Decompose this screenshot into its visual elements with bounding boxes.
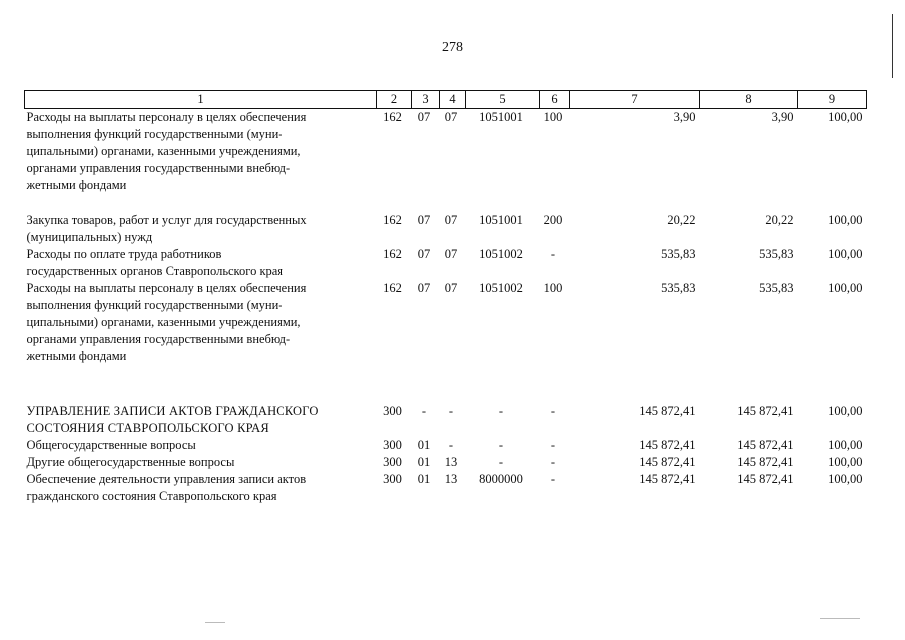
- cell-executed: 20,22: [765, 213, 794, 227]
- cell-planned: 145 872,41: [639, 404, 696, 418]
- cell-section: 07: [417, 281, 431, 295]
- row-description: [25, 437, 377, 454]
- description-line: ципальными) органами, казенными учреждениями,: [26, 144, 301, 158]
- table-row: [25, 109, 867, 195]
- cell-percent: 100,00: [828, 404, 863, 418]
- budget-table: [24, 90, 867, 505]
- description-line: Обеспечение деятельности управления записи актов: [26, 472, 307, 486]
- row-spacer: [25, 194, 867, 212]
- cell-section: 01: [417, 472, 431, 486]
- cell-executed: 535,83: [759, 247, 794, 261]
- description-line: государственных органов Ставропольского края: [26, 264, 284, 278]
- table-header: [25, 91, 867, 109]
- cell-percent: 100,00: [828, 438, 863, 452]
- cell-target-article: 1051001: [479, 213, 523, 227]
- description-line: Общегосударственные вопросы: [26, 438, 196, 452]
- scan-speck: [820, 618, 860, 619]
- row-description: [25, 280, 377, 365]
- cell-planned: 145 872,41: [639, 455, 696, 469]
- cell-expense-type: -: [550, 455, 556, 469]
- table-row: [25, 437, 867, 454]
- cell-ministry-code: 162: [383, 247, 402, 261]
- description-line: СОСТОЯНИЯ СТАВРОПОЛЬСКОГО КРАЯ: [26, 421, 269, 435]
- description-line: УПРАВЛЕНИЕ ЗАПИСИ АКТОВ ГРАЖДАНСКОГО: [26, 404, 319, 418]
- cell-subsection: 07: [444, 110, 458, 124]
- table-row: [25, 471, 867, 505]
- cell-percent: 100,00: [828, 455, 863, 469]
- col-header-8: 8: [700, 91, 798, 109]
- description-line: Другие общегосударственные вопросы: [26, 455, 235, 469]
- cell-section: -: [421, 404, 427, 418]
- row-description: [25, 454, 377, 471]
- cell-ministry-code: 162: [383, 110, 402, 124]
- cell-ministry-code: 300: [383, 438, 402, 452]
- cell-ministry-code: 300: [383, 455, 402, 469]
- description-line: Расходы на выплаты персоналу в целях обеспечения: [26, 110, 307, 124]
- cell-planned: 535,83: [661, 281, 696, 295]
- cell-executed: 3,90: [771, 110, 794, 124]
- cell-percent: 100,00: [828, 247, 863, 261]
- cell-executed: 145 872,41: [737, 404, 794, 418]
- cell-executed: 145 872,41: [737, 438, 794, 452]
- cell-expense-type: -: [550, 472, 556, 486]
- cell-subsection: 07: [444, 213, 458, 227]
- description-line: выполнения функций государственными (муни-: [26, 298, 283, 312]
- cell-percent: 100,00: [828, 110, 863, 124]
- cell-expense-type: -: [550, 404, 556, 418]
- col-header-1: 1: [25, 91, 377, 109]
- cell-percent: 100,00: [828, 472, 863, 486]
- row-description: [25, 212, 377, 246]
- description-line: ципальными) органами, казенными учреждениями,: [26, 315, 301, 329]
- cell-expense-type: 100: [543, 281, 563, 295]
- row-description: [25, 403, 377, 437]
- table-row: [25, 280, 867, 365]
- cell-expense-type: -: [550, 438, 556, 452]
- description-line: органами управления государственными внебюд-: [26, 332, 291, 346]
- cell-section: 07: [417, 213, 431, 227]
- cell-ministry-code: 300: [383, 472, 402, 486]
- cell-executed: 145 872,41: [737, 472, 794, 486]
- description-line: (муниципальных) нужд: [26, 230, 153, 244]
- cell-percent: 100,00: [828, 213, 863, 227]
- cell-planned: 20,22: [667, 213, 696, 227]
- description-line: Расходы по оплате труда работников: [26, 247, 222, 261]
- cell-subsection: -: [448, 404, 454, 418]
- cell-subsection: 07: [444, 281, 458, 295]
- cell-target-article: 1051002: [479, 281, 523, 295]
- cell-percent: 100,00: [828, 281, 863, 295]
- cell-subsection: -: [448, 438, 454, 452]
- cell-ministry-code: 162: [383, 213, 402, 227]
- cell-section: 01: [417, 438, 431, 452]
- table-row: [25, 454, 867, 471]
- cell-planned: 3,90: [673, 110, 696, 124]
- cell-target-article: 1051001: [479, 110, 523, 124]
- description-line: выполнения функций государственными (муни-: [26, 127, 283, 141]
- cell-expense-type: -: [550, 247, 556, 261]
- table-body: [25, 109, 867, 506]
- cell-section: 07: [417, 110, 431, 124]
- cell-subsection: 13: [444, 455, 458, 469]
- cell-expense-type: 200: [543, 213, 563, 227]
- cell-target-article: 1051002: [479, 247, 523, 261]
- col-header-9: 9: [798, 91, 867, 109]
- cell-executed: 535,83: [759, 281, 794, 295]
- scan-speck: [205, 622, 225, 623]
- cell-expense-type: 100: [543, 110, 563, 124]
- col-header-6: 6: [540, 91, 570, 109]
- col-header-4: 4: [440, 91, 466, 109]
- row-description: [25, 246, 377, 280]
- table-row: [25, 403, 867, 437]
- cell-ministry-code: 300: [383, 404, 402, 418]
- cell-planned: 535,83: [661, 247, 696, 261]
- cell-planned: 145 872,41: [639, 438, 696, 452]
- cell-executed: 145 872,41: [737, 455, 794, 469]
- description-line: Расходы на выплаты персоналу в целях обеспечения: [26, 281, 307, 295]
- table-row: [25, 212, 867, 246]
- cell-ministry-code: 162: [383, 281, 402, 295]
- cell-subsection: 13: [444, 472, 458, 486]
- description-line: жетными фондами: [26, 349, 127, 363]
- col-header-5: 5: [466, 91, 540, 109]
- cell-target-article: -: [498, 404, 504, 418]
- description-line: органами управления государственными внебюд-: [26, 161, 291, 175]
- row-spacer: [25, 365, 867, 403]
- cell-target-article: -: [498, 455, 504, 469]
- cell-planned: 145 872,41: [639, 472, 696, 486]
- cell-target-article: 8000000: [479, 472, 523, 486]
- page-number: 278: [442, 40, 463, 55]
- cell-section: 01: [417, 455, 431, 469]
- header-row: [25, 91, 867, 109]
- col-header-3: 3: [412, 91, 440, 109]
- cell-section: 07: [417, 247, 431, 261]
- row-description: [25, 109, 377, 195]
- col-header-2: 2: [377, 91, 412, 109]
- cell-target-article: -: [498, 438, 504, 452]
- description-line: Закупка товаров, работ и услуг для государственных: [26, 213, 307, 227]
- cell-subsection: 07: [444, 247, 458, 261]
- description-line: жетными фондами: [26, 178, 127, 192]
- scan-edge-line: [892, 14, 893, 78]
- col-header-7: 7: [570, 91, 700, 109]
- row-description: [25, 471, 377, 505]
- table-row: [25, 246, 867, 280]
- description-line: гражданского состояния Ставропольского края: [26, 489, 277, 503]
